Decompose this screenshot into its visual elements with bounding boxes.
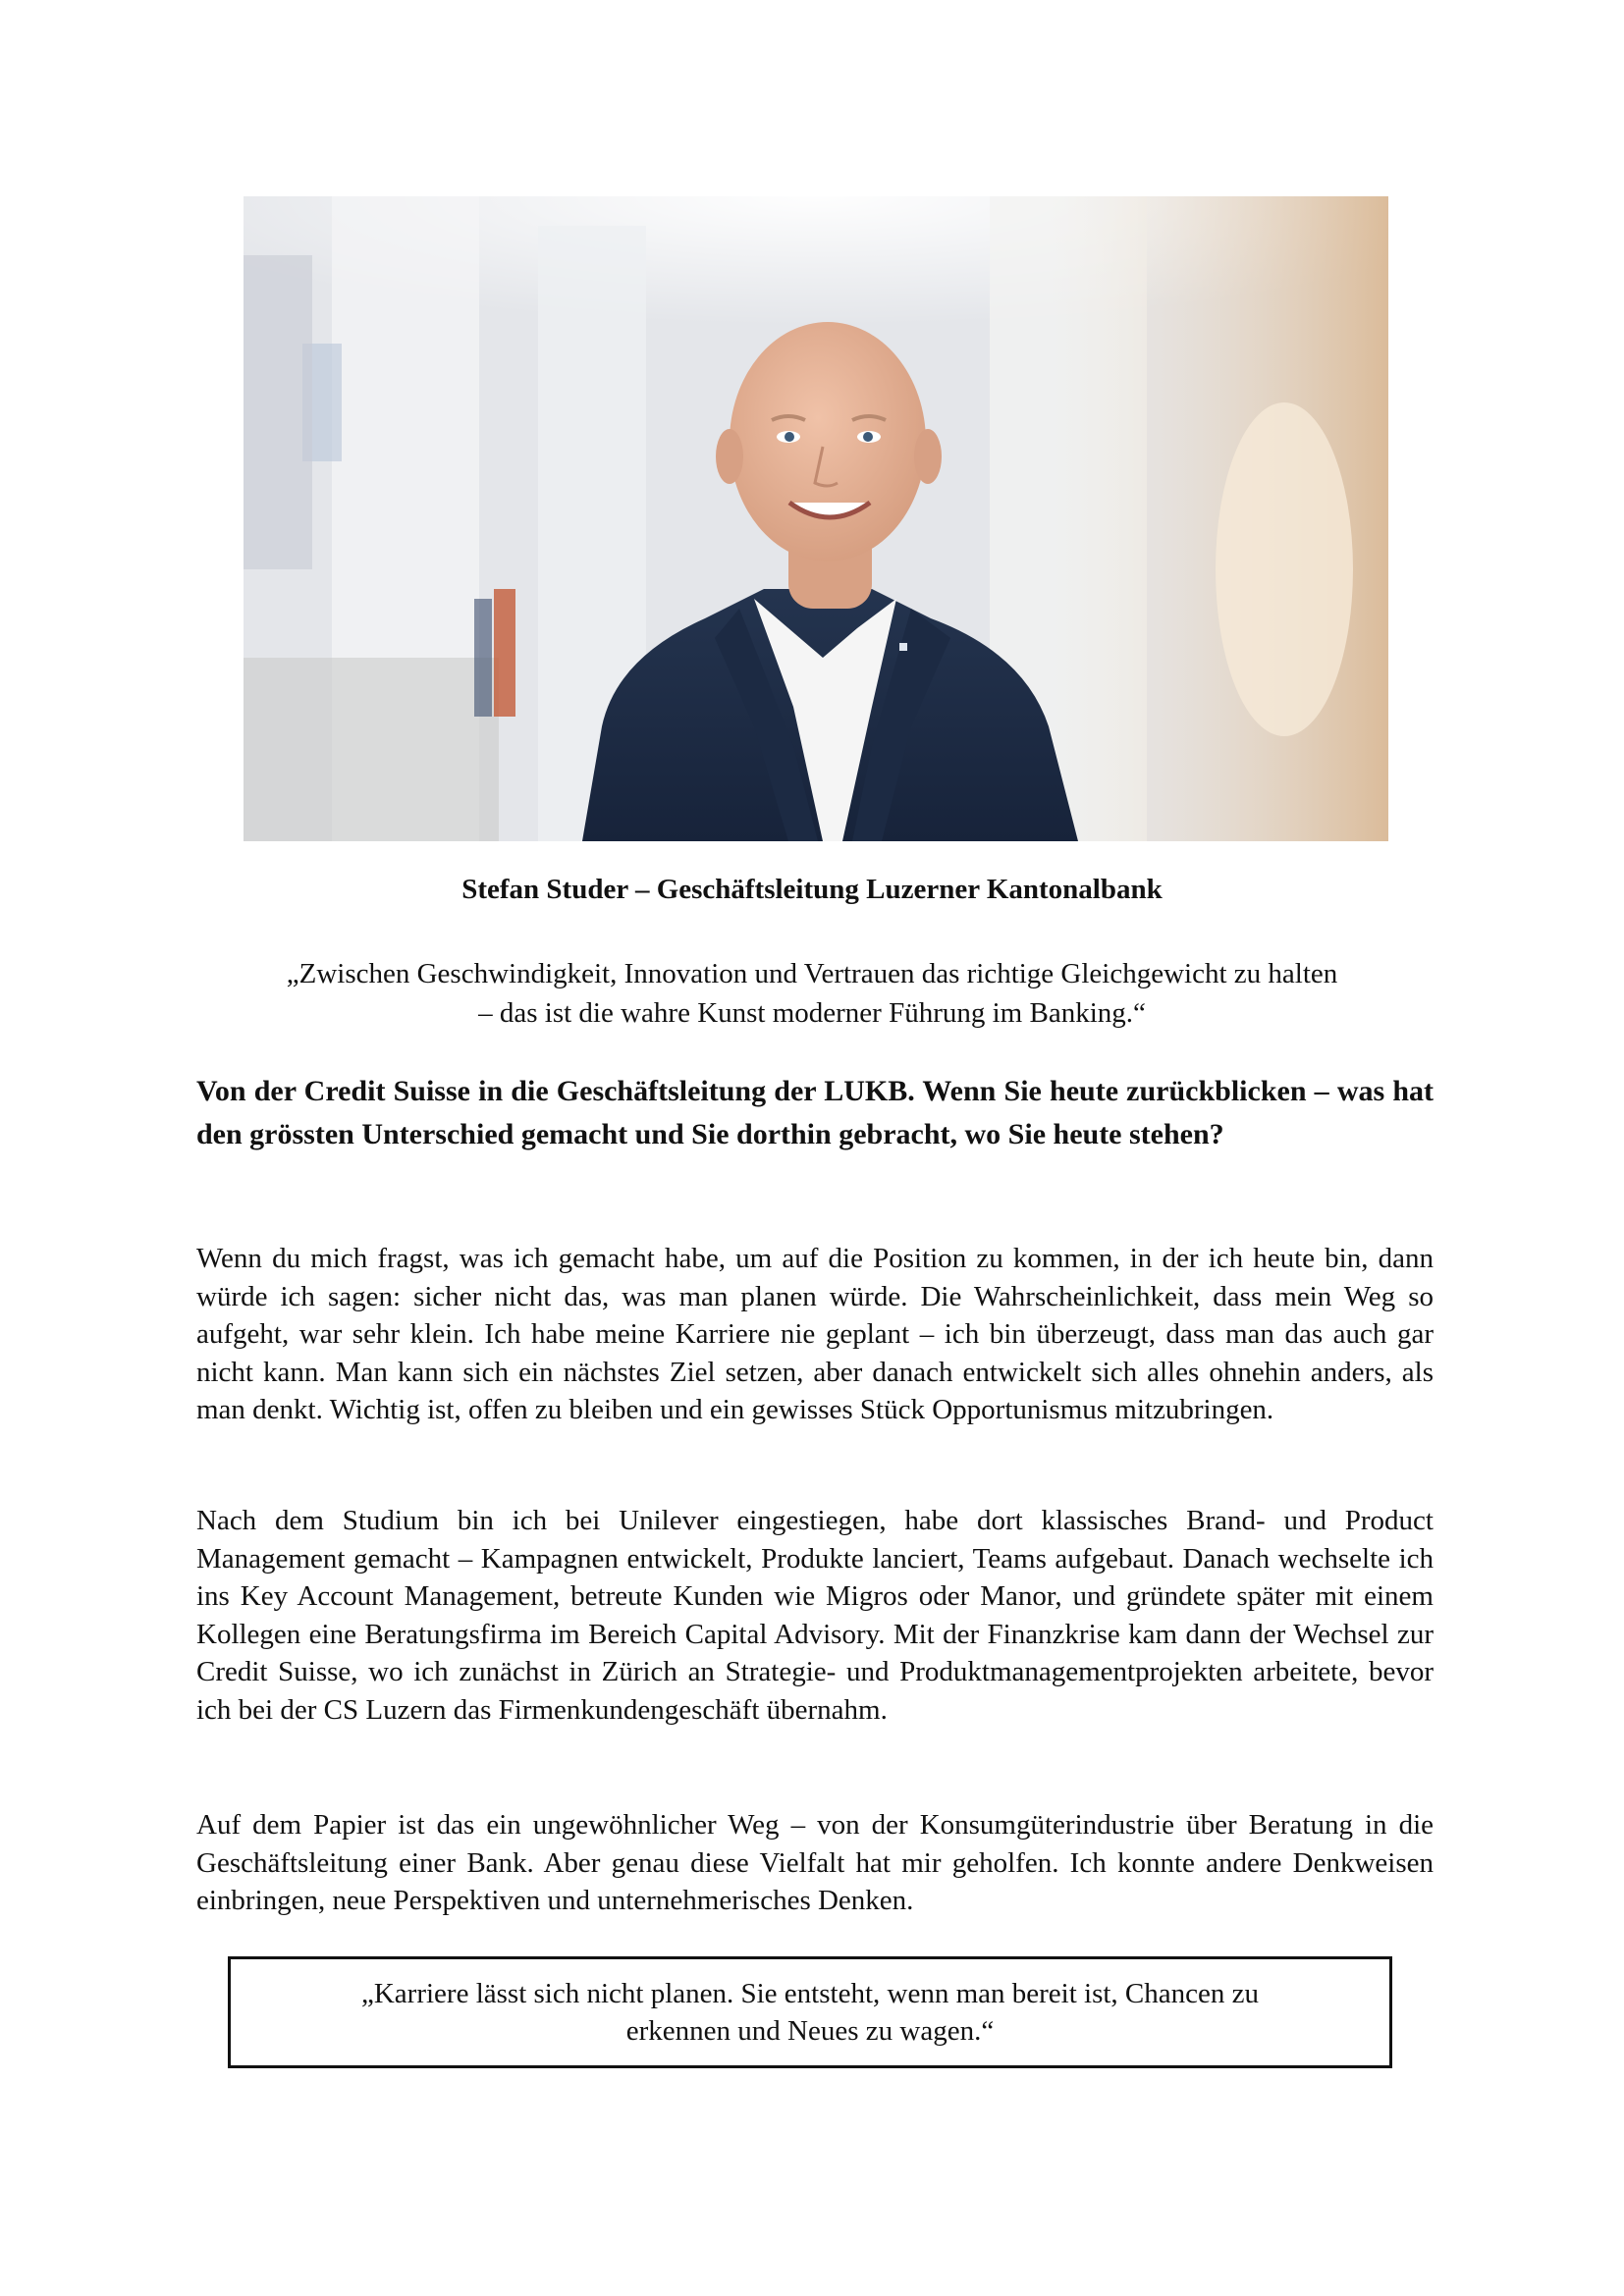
- callout-box: [228, 1956, 1392, 2068]
- answer-paragraph: Auf dem Papier ist das ein ungewöhnlicher Weg – von der Konsumgüterindustrie über Beratung in die Geschäftsleitung einer Bank. Aber genau diese Vielfalt hat mir geholfen. Ich konnte andere Denkweisen einbringen, neue Perspektiven und unternehmerisches Denken.: [196, 1809, 1434, 1916]
- pull-quote-line-1: „Zwischen Geschwindigkeit, Innovation und Vertrauen das richtige Gleichgewicht zu halten: [286, 958, 1338, 989]
- pull-quote-line-2: – das ist die wahre Kunst moderner Führung im Banking.“: [478, 997, 1146, 1029]
- pull-quote: [196, 954, 1428, 1033]
- photo-caption: Stefan Studer – Geschäftsleitung Luzerner Kantonalbank: [461, 874, 1163, 905]
- callout-quote: [299, 1975, 1321, 2050]
- interview-question: Von der Credit Suisse in die Geschäftsleitung der LUKB. Wenn Sie heute zurückblicken – was hat den grössten Unterschied gemacht und Sie dorthin gebracht, wo Sie heute stehen?: [196, 1075, 1434, 1150]
- answer-paragraph: Wenn du mich fragst, was ich gemacht habe, um auf die Position zu kommen, in der ich heute bin, dann würde ich sagen: sicher nicht das, was man planen würde. Die Wahrscheinlichkeit, dass mein Weg so aufgeht, war sehr klein. Ich habe meine Karriere nie geplant – ich bin überzeugt, dass man das auch gar nicht kann. Man kann sich ein nächstes Ziel setzen, aber danach entwickelt sich alles ohnehin anders, als man denkt. Wichtig ist, offen zu bleiben und ein gewisses Stück Opportunismus mitzubringen.: [196, 1243, 1434, 1425]
- callout-line-1: „Karriere lässt sich nicht planen. Sie entsteht, wenn man bereit ist, Chancen zu: [360, 1978, 1259, 2009]
- answer-paragraph: Nach dem Studium bin ich bei Unilever eingestiegen, habe dort klassisches Brand- und Product Management gemacht – Kampagnen entwickelt, Produkte lanciert, Teams aufgebaut. Danach wechselte ich ins Key Account Management, betreute Kunden wie Migros oder Manor, und gründete später mit einem Kollegen eine Beratungsfirma im Bereich Capital Advisory. Mit der Finanzkrise kam dann der Wechsel zur Credit Suisse, wo ich zunächst in Zürich an Strategie- und Produktmanagementprojekten arbeitete, bevor ich bei der CS Luzern das Firmenkundengeschäft übernahm.: [196, 1505, 1434, 1726]
- callout-line-2: erkennen und Neues zu wagen.“: [625, 2015, 995, 2047]
- portrait-photo: [244, 196, 1388, 841]
